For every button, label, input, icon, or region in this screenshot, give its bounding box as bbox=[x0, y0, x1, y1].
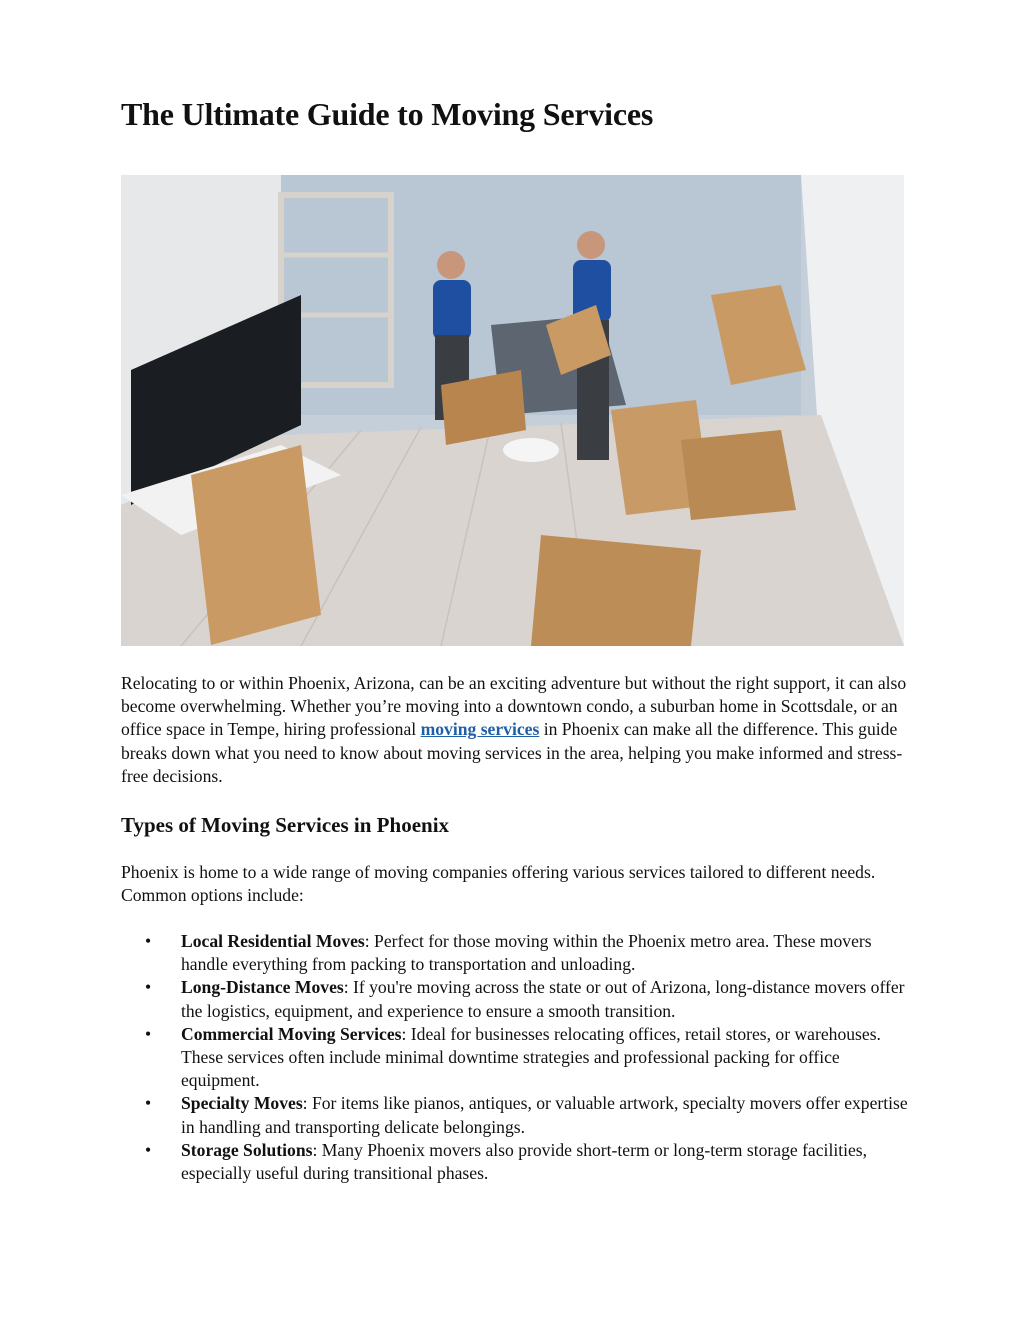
list-item-text: : For items like pianos, antiques, or valuable artwork, specialty movers offer expertise in handling and transporting delicate belongings. bbox=[181, 1093, 908, 1137]
movers-photo bbox=[121, 175, 904, 646]
list-item bbox=[121, 976, 911, 1022]
list-item-text: : If you're moving across the state or out of Arizona, long-distance movers offer the logistics, equipment, and experience to ensure a smooth transition. bbox=[181, 977, 905, 1021]
list-item-term: Commercial Moving Services bbox=[181, 1023, 402, 1044]
section-lead-paragraph: Phoenix is home to a wide range of moving companies offering various services tailored to different needs. Common options include: bbox=[121, 862, 876, 906]
bullet-icon: • bbox=[145, 1093, 152, 1114]
intro-text-end: in Phoenix can make all the difference. This guide breaks down what you need to know about moving services in the area, helping you make informed and stress-free decisions. bbox=[121, 719, 903, 786]
list-item-term: Long-Distance Moves bbox=[181, 977, 344, 998]
bullet-icon: • bbox=[145, 1139, 152, 1160]
bullet-icon: • bbox=[145, 1023, 152, 1044]
list-item-text: : Ideal for businesses relocating offices, retail stores, or warehouses. These services often include minimal downtime strategies and professional packing for office equipment. bbox=[181, 1023, 881, 1091]
bullet-icon: • bbox=[145, 977, 152, 998]
intro-paragraph bbox=[121, 672, 911, 788]
list-item bbox=[121, 1139, 911, 1185]
moving-services-link[interactable]: moving services bbox=[420, 719, 540, 740]
section-heading: Types of Moving Services in Phoenix bbox=[121, 813, 450, 837]
movers-illustration bbox=[121, 175, 904, 646]
bullet-icon: • bbox=[145, 931, 152, 951]
list-item-text: : Many Phoenix movers also provide short-term or long-term storage facilities, especially useful during transitional phases. bbox=[181, 1139, 868, 1184]
intro-text-start: Relocating to or within Phoenix, Arizona, can be an exciting adventure but without the right support, it can also become overwhelming. Whether you’re moving into a downtown condo, a suburban home in Scottsdale, or an office space in Tempe, hiring professional bbox=[121, 673, 907, 740]
list-item-term: Specialty Moves bbox=[181, 1093, 303, 1114]
page-title: The Ultimate Guide to Moving Services bbox=[121, 96, 654, 132]
services-list bbox=[121, 930, 911, 1185]
list-item bbox=[121, 1092, 911, 1138]
list-item-term: Local Residential Moves bbox=[181, 931, 365, 951]
list-item bbox=[121, 1023, 911, 1093]
list-item bbox=[121, 930, 911, 976]
list-item-term: Storage Solutions bbox=[181, 1139, 313, 1160]
list-item-text: : Perfect for those moving within the Phoenix metro area. These movers handle everything from packing to transportation and unloading. bbox=[181, 931, 872, 975]
